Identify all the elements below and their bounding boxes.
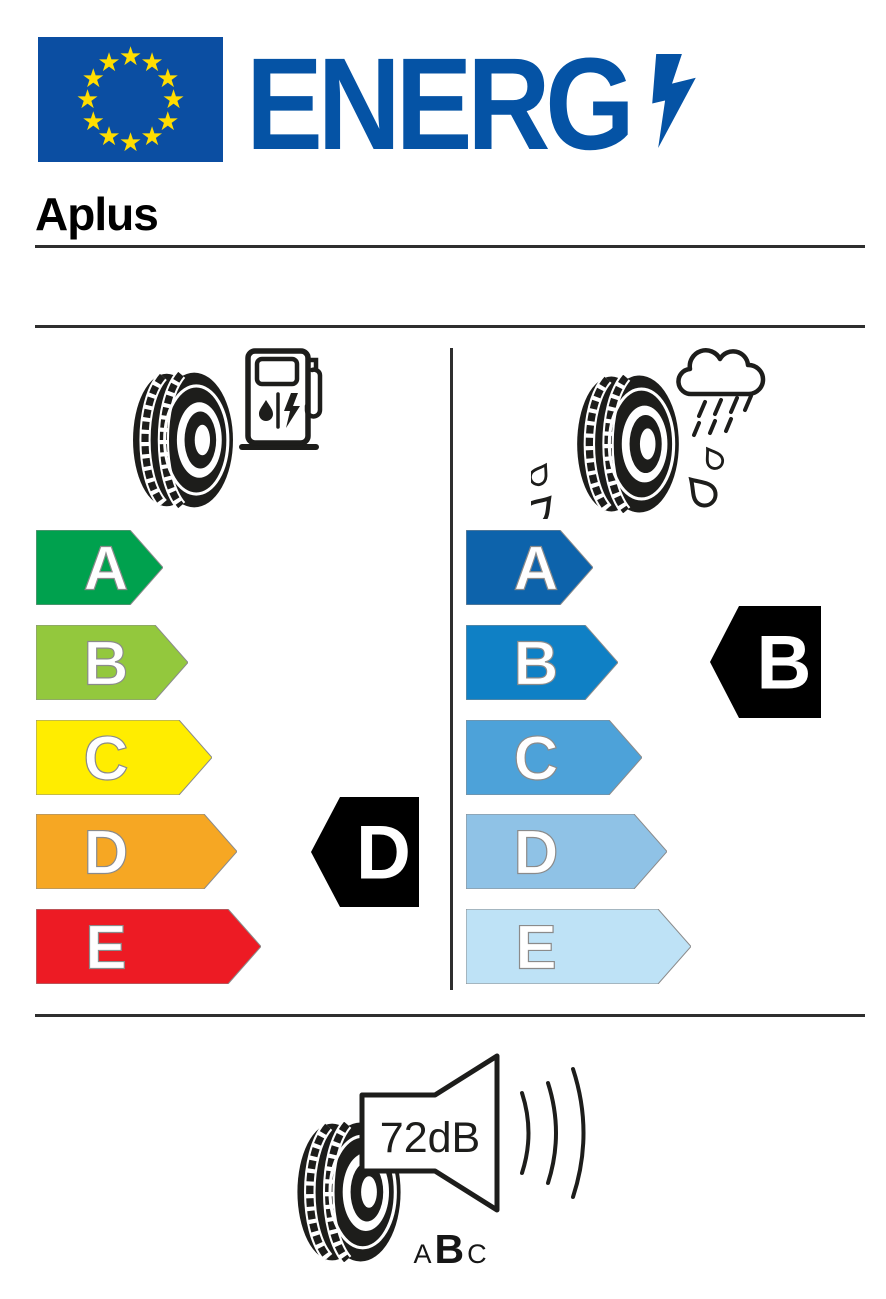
rating-letter: D bbox=[356, 810, 411, 896]
rain-cloud-icon bbox=[678, 350, 763, 435]
noise-loudspeaker-icon bbox=[355, 1045, 600, 1230]
eu-star-icon: ★ bbox=[156, 62, 180, 93]
grade-letter: C bbox=[513, 724, 559, 794]
tire-icon bbox=[577, 376, 679, 513]
wet-grip-grade-arrow-a bbox=[466, 530, 593, 605]
noise-class-c: C bbox=[467, 1239, 487, 1269]
fuel-efficiency-rating-indicator bbox=[311, 797, 419, 907]
eu-star-icon: ★ bbox=[140, 121, 164, 152]
lightning-bolt-icon bbox=[652, 54, 696, 148]
tire-icon bbox=[133, 373, 233, 508]
fuel-efficiency-grade-arrow-d bbox=[36, 814, 237, 889]
fuel-efficiency-scale bbox=[36, 530, 281, 985]
eu-star-icon: ★ bbox=[75, 84, 100, 114]
wet-grip-grade-arrow-e bbox=[466, 909, 691, 984]
fuel-efficiency-grade-arrow-e bbox=[36, 909, 261, 984]
fuel-efficiency-grade-arrow-a bbox=[36, 530, 163, 605]
wet-grip-icon bbox=[531, 341, 793, 519]
wet-grip-rating-indicator bbox=[710, 606, 821, 718]
eu-star-icon: ★ bbox=[156, 105, 180, 136]
grade-letter: A bbox=[83, 534, 129, 604]
sound-waves-icon bbox=[522, 1069, 584, 1197]
grade-letter: A bbox=[513, 534, 559, 604]
noise-class-a: A bbox=[413, 1239, 432, 1269]
grade-letter: E bbox=[85, 913, 127, 983]
fuel-efficiency-icon bbox=[128, 345, 338, 515]
brand-name: Aplus bbox=[35, 188, 158, 240]
eu-star-icon: ★ bbox=[81, 105, 105, 136]
eu-star-icon: ★ bbox=[161, 84, 186, 114]
noise-class-letters bbox=[398, 1226, 502, 1273]
wet-grip-grade-arrow-b bbox=[466, 625, 618, 700]
grade-letter: E bbox=[515, 913, 557, 983]
grade-letter: B bbox=[83, 629, 129, 699]
eu-star-icon: ★ bbox=[81, 62, 105, 93]
eu-flag-logo bbox=[38, 37, 223, 162]
column-divider bbox=[450, 348, 453, 990]
fuel-pump-icon bbox=[242, 351, 320, 447]
eu-star-icon: ★ bbox=[140, 46, 164, 77]
horizontal-rule bbox=[35, 325, 865, 328]
horizontal-rule bbox=[35, 245, 865, 248]
eu-star-icon: ★ bbox=[118, 41, 143, 71]
fuel-efficiency-grade-arrow-b bbox=[36, 625, 188, 700]
horizontal-rule bbox=[35, 1014, 865, 1017]
wet-grip-scale bbox=[466, 530, 711, 985]
rating-letter: B bbox=[756, 620, 812, 706]
noise-db-value: 72dB bbox=[379, 1114, 481, 1162]
noise-class-b: B bbox=[434, 1226, 465, 1272]
grade-letter: C bbox=[83, 724, 129, 794]
eu-star-icon: ★ bbox=[118, 127, 143, 157]
wet-grip-grade-arrow-d bbox=[466, 814, 667, 889]
eu-star-icon: ★ bbox=[97, 121, 121, 152]
fuel-efficiency-grade-arrow-c bbox=[36, 720, 212, 795]
energ-logo-text: ENERG bbox=[246, 30, 630, 177]
grade-letter: D bbox=[513, 818, 559, 888]
grade-letter: D bbox=[83, 818, 129, 888]
grade-letter: B bbox=[513, 629, 559, 699]
wet-grip-grade-arrow-c bbox=[466, 720, 642, 795]
eu-star-icon: ★ bbox=[97, 46, 121, 77]
